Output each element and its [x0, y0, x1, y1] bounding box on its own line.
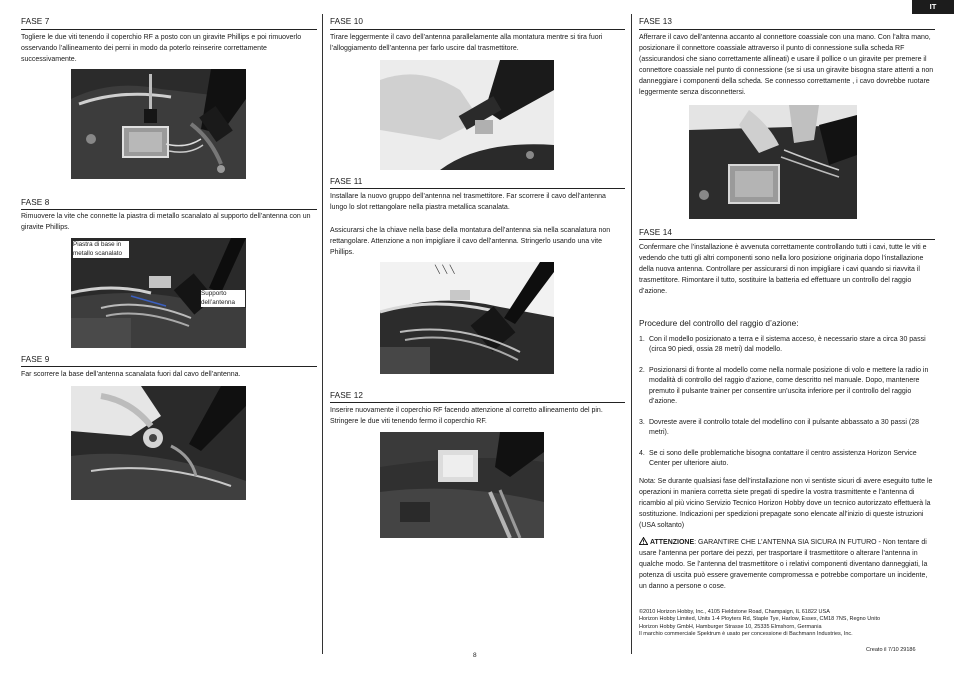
- column-divider-left: [322, 14, 323, 654]
- fase11-text2: Assicurarsi che la chiave nella base della montatura dell’antenna sia nella scanalatura non rettangolare. Attenzione a non impigliare il cavo dell’antenna. Stringerlo usando una vite Phillips.: [330, 227, 611, 256]
- list-item: 4. Se ci sono delle problematiche bisogna contattare il centro assistenza Horizon Service Center per ulteriore aiuto.: [639, 449, 917, 468]
- copyright-line-4: Il marchio commerciale Spektrum è usato per concessione di Bachmann Industries, Inc.: [639, 631, 853, 637]
- fase8-callout-plate: Piastra di base in metallo scanalato: [73, 241, 129, 258]
- fase10-text: Tirare leggermente il cavo dell’antenna parallelamente alla montatura mentre si tira fuori l’alloggiamento dell’antenna per farlo uscire dal trasmettitore.: [330, 34, 603, 52]
- fase9-rule: [21, 366, 317, 367]
- page-number: 8: [473, 652, 477, 659]
- fase7-heading: FASE 7: [21, 17, 50, 26]
- warning-label: ATTENZIONE: [649, 539, 695, 546]
- fase13-heading: FASE 13: [639, 17, 673, 26]
- fase12-rule: [330, 402, 625, 403]
- column-divider-right: [631, 14, 632, 654]
- fase7-rule: [21, 29, 317, 30]
- list-item: 2. Posizionarsi di fronte al modello come nella normale posizione di volo e mettere la radio in modalità di controllo del raggio d’azione, come descritto nel manuale. Dopo, mantenere premuto il pulsante trainer per consentire un’uscita inferiore per il controllo del raggio d’azione.: [639, 367, 929, 405]
- svg-text:╲ ╲ ╲: ╲ ╲ ╲: [435, 265, 455, 274]
- fase14-text: Confermare che l’installazione è avvenuta correttamente controllando tutti i cavi, tutte le viti e vedendo che tutti gli altri componenti sono nella loro posizione originaria dopo l’installazione della nuova antenna. Controllare per assicurarsi di non impigliare i cavi quando si riavvita il trasmettitore. Rimontare il tutto, sostituire la batteria ed effettuare un controllo del raggio d’azione.: [639, 244, 927, 295]
- fase11-rule: [330, 188, 625, 189]
- fase11-heading: FASE 11: [330, 177, 363, 186]
- copyright-line-1: ©2010 Horizon Hobby, Inc., 4105 Fieldstone Road, Champaign, IL 61822 USA: [639, 609, 830, 615]
- fase12-heading: FASE 12: [330, 391, 364, 400]
- fase13-text: Afferrare il cavo dell’antenna accanto al connettore coassiale con una mano. Con l’altra mano, posizionare il connettore coassiale attraverso il punto di connessione sulla scheda RF (assicurandosi che siano correttamente allineati) e usare il pollice o un giravite per premere il connettore coassiale nel punto di connessione (se si usa un giravite bisogna stare attenti a non danneggiare i componenti della scheda. Se connesso correttamente , i cavo dovrebbe ruotare leggermente senza disconnettersi.: [639, 34, 934, 96]
- fase10-heading: FASE 10: [330, 17, 364, 26]
- fase14-heading: FASE 14: [639, 228, 673, 237]
- footer-code: Creato il 7/10 29186: [866, 647, 916, 653]
- fase8-callout-support: Supporto dell’antenna: [201, 290, 245, 307]
- fase9-heading: FASE 9: [21, 355, 50, 364]
- warning-triangle-icon: [639, 537, 648, 545]
- fase12-photo: [380, 432, 544, 538]
- fase11-photo: [380, 262, 554, 374]
- fase13-photo: [689, 105, 857, 219]
- fase10-rule: [330, 29, 625, 30]
- fase8-rule: [21, 209, 317, 210]
- fase14-rule: [639, 239, 935, 240]
- fase8-text: Rimuovere la vite che connette la piastra di metallo scanalato al supporto dell’antenna con un giravite Phillips.: [21, 213, 311, 231]
- range-check-note: Nota: Se durante qualsiasi fase dell’installazione non vi sentiste sicuri di avere eseguito tutte le operazioni in maniera corretta siete pregati di spedire la vostra trasmittente e l’antenna di ricambio al più vicino Servizio Tecnico Horizon Hobby dove un tecnico autorizzato effettuerà la sostituzione. Indicazioni per spedizioni prepagate sono elencate all’inizio di queste istruzioni (USA soltanto): [639, 478, 933, 529]
- fase8-photo: [71, 238, 246, 348]
- list-item: 1. Con il modello posizionato a terra e il sistema acceso, è necessario stare a circa 30 passi (circa 90 piedi, ossia 28 metri) dal modello.: [639, 336, 926, 354]
- list-item: 3. Dovreste avere il controllo totale del modellino con il pulsante abbassato a 30 passi (28 metri).: [639, 418, 920, 437]
- fase10-photo: [380, 60, 554, 170]
- fase11-text1: Installare la nuovo gruppo dell’antenna nel trasmettitore. Far scorrere il cavo dell’antenna lungo lo slot rettangolare nella piastra metallica scanalata.: [330, 193, 606, 211]
- range-check-list: [639, 335, 935, 480]
- fase9-photo: [71, 386, 246, 500]
- language-tab: IT: [912, 0, 954, 14]
- warning-block: [639, 537, 935, 593]
- range-check-title: Procedure del controllo del raggio d’azione:: [639, 318, 799, 328]
- warning-text: : GARANTIRE CHE L’ANTENNA SIA SICURA IN FUTURO - Non tentare di usare l’antenna per portare dei pezzi, per trasportare il trasmettitore o alterare l’antenna in qualche modo. Se l’antenna del trasmettitore o i relativi componenti diventano danneggiati, la potenza di uscita può essere gravemente compromessa e potrebbe comportare un incidente, un danno a persone o cose.: [639, 539, 928, 590]
- fase12-text: Inserire nuovamente il coperchio RF facendo attenzione al corretto allineamento del pin. Stringere le due viti tenendo fermo il coperchio RF.: [330, 407, 603, 425]
- fase7-photo: [71, 69, 246, 179]
- fase13-rule: [639, 29, 935, 30]
- fase9-text: Far scorrere la base dell’antenna scanalata fuori dal cavo dell’antenna.: [21, 371, 241, 378]
- copyright-line-3: Horizon Hobby GmbH, Hamburger Strasse 10, 25335 Elmshorn, Germania: [639, 624, 822, 630]
- fase7-text: Togliere le due viti tenendo il coperchio RF a posto con un giravite Phillips e poi rimuoverlo osservando l’allineamento dei perni in modo da poterlo reinserire correttamente successivamente.: [21, 34, 302, 63]
- copyright-line-2: Horizon Hobby Limited, Units 1-4 Ployters Rd, Staple Tye, Harlow, Essex, CM18 7NS, Regno Unito: [639, 616, 881, 622]
- fase8-heading: FASE 8: [21, 198, 50, 207]
